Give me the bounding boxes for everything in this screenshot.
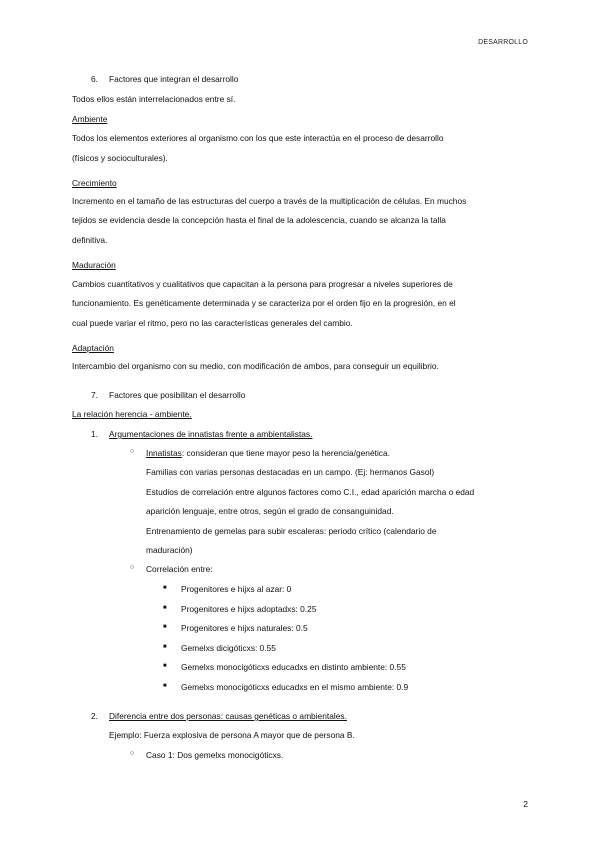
innatistas-text-2: Familias con varias personas destacadas en un campo. (Ej: hermanos Gasol) xyxy=(146,467,435,477)
maduracion-text-1: Cambios cuantitativos y cualitativos que capacitan a la persona para progresar a niveles superiores de xyxy=(72,279,453,289)
square-bullet-icon: ■ xyxy=(163,624,167,630)
innatistas-line: Innatistas: consideran que tiene mayor peso la herencia/genética. xyxy=(146,448,390,458)
section-7-subtitle: La relación herencia - ambiente. xyxy=(72,409,192,419)
section-6-heading: 6. Factores que integran el desarrollo xyxy=(91,74,239,84)
square-bullet-icon: ■ xyxy=(163,644,167,650)
ejemplo-text: Ejemplo: Fuerza explosiva de persona A mayor que de persona B. xyxy=(109,730,355,740)
maduracion-title: Maduración xyxy=(72,260,116,270)
maduracion-text-2: funcionamiento. Es genéticamente determinada y se caracteriza por el orden fijo en la progresión, en el xyxy=(72,298,456,308)
innatistas-text-3: Estudios de correlación entre algunos factores como C.I., edad aparición marcha o edad xyxy=(146,487,475,497)
ambiente-title: Ambiente xyxy=(72,114,108,124)
page-number: 2 xyxy=(523,799,528,809)
innatistas-text-6: maduración) xyxy=(146,545,193,555)
caso-1-text: Caso 1: Dos gemelxs monocigóticxs. xyxy=(146,750,284,760)
correlation-item: Gemelxs monocigóticxs educadxs en el mismo ambiente: 0.9 xyxy=(181,682,409,692)
circle-bullet-icon: ○ xyxy=(130,750,135,757)
square-bullet-icon: ■ xyxy=(163,585,167,591)
correlation-item: Progenitores e hijxs al azar: 0 xyxy=(181,584,292,594)
crecimiento-text-1: Incremento en el tamaño de las estructuras del cuerpo a través de la multiplicación de células. En muchos xyxy=(72,196,467,206)
correlation-item: Progenitores e hijxs naturales: 0.5 xyxy=(181,623,308,633)
ambiente-text-1: Todos los elementos exteriores al organismo con los que este interactúa en el proceso de desarrollo xyxy=(72,133,444,143)
adaptacion-text-1: Intercambio del organismo con su medio, con modificación de ambos, para conseguir un equilibrio. xyxy=(72,361,439,371)
correlation-item: Progenitores e hijxs adoptadxs: 0.25 xyxy=(181,604,317,614)
crecimiento-text-3: definitiva. xyxy=(72,235,108,245)
item-1-heading: 1. Argumentaciones de innatistas frente a ambientalistas. xyxy=(91,429,313,439)
circle-bullet-icon: ○ xyxy=(130,564,135,571)
correlation-item: Gemelxs dicigóticxs: 0.55 xyxy=(181,643,276,653)
item-2-heading: 2. Diferencia entre dos personas: causas genéticas o ambientales. xyxy=(91,711,347,721)
page-header: DESARROLLO xyxy=(478,39,528,46)
maduracion-text-3: cual puede variar el ritmo, pero no las características generales del cambio. xyxy=(72,318,353,328)
correlation-item: Gemelxs monocigóticxs educadxs en distinto ambiente: 0.55 xyxy=(181,662,406,672)
innatistas-text-4: aparición lenguaje, entre otros, según el grado de consanguinidad. xyxy=(146,506,394,516)
adaptacion-title: Adaptación xyxy=(72,343,114,353)
crecimiento-text-2: tejidos se evidencia desde la concepción hasta el final de la adolescencia, cuando se alcanza la talla xyxy=(72,215,446,225)
square-bullet-icon: ■ xyxy=(163,605,167,611)
correlacion-title: Correlación entre: xyxy=(146,564,213,574)
ambiente-text-2: (físicos y socioculturales). xyxy=(72,153,168,163)
innatistas-text-5: Entrenamiento de gemelas para subir escaleras: periodo crítico (calendario de xyxy=(146,526,437,536)
crecimiento-title: Crecimiento xyxy=(72,178,117,188)
section-6-intro: Todos ellos están interrelacionados entre sí. xyxy=(72,94,236,104)
circle-bullet-icon: ○ xyxy=(130,448,135,455)
section-7-heading: 7. Factores que posibilitan el desarrollo xyxy=(91,390,246,400)
square-bullet-icon: ■ xyxy=(163,663,167,669)
square-bullet-icon: ■ xyxy=(163,683,167,689)
